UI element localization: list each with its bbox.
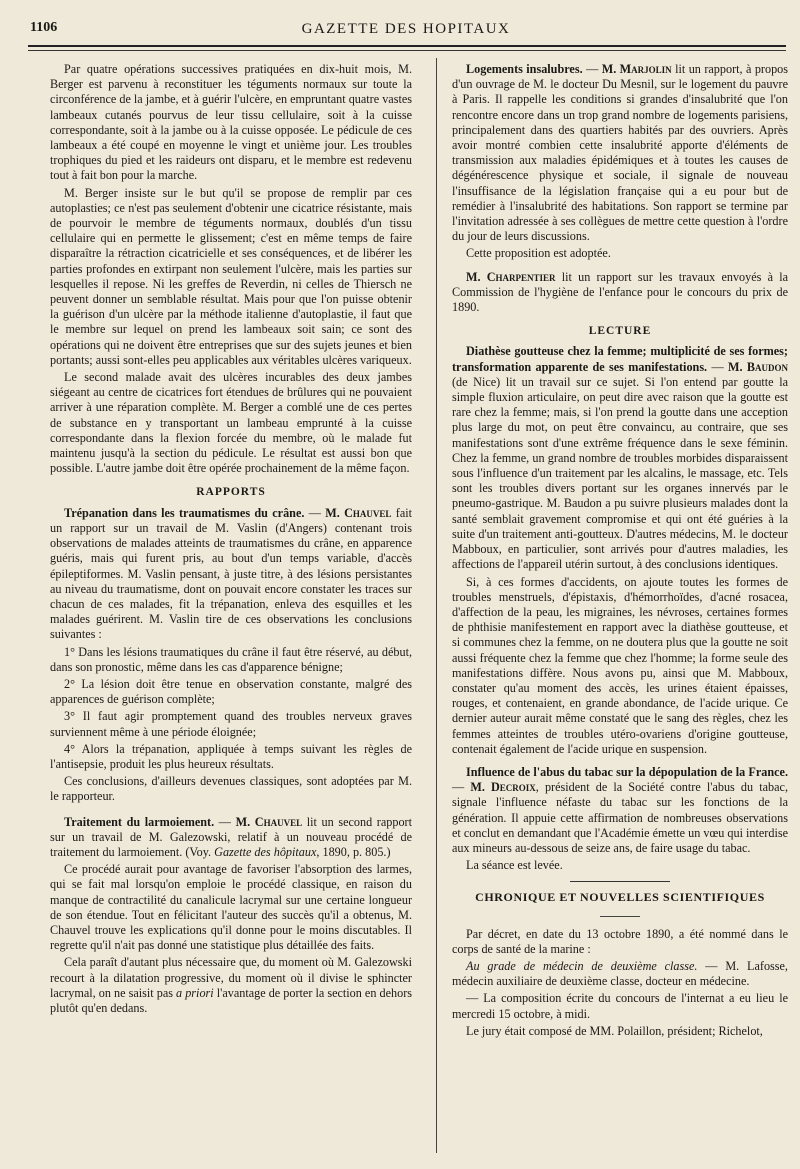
paragraph: Le jury était composé de MM. Polaillon, président; Richelot,: [466, 1023, 763, 1038]
paragraph: Si, à ces formes d'accidents, on ajoute toutes les formes de troubles menstruels, d'épistaxis, d'hémorrhoïdes, d'acné rosacea, d'affection de la peau, les migraines, les névroses, certaines formes de phthisie manifestement en rapport avec la diathèse goutteuse, et si communes chez la femme, on ne doutera plus que la goutte ne soit aussi fréquente chez la femme que chez l'homme; la forme seule des manifestations diffère. Nous avons pu, ainsi que M. Mabboux, constater qu'au moment des accès, les urines étaient épaisses, rouges, et contenaient, en grande abondance, de l'acide urique. Ce dernier auteur aurait même constaté que le sang des règles, chez les femmes atteintes de troubles utéro-ovariens d'origine goutteuse, contenait également de l'acide urique en suspension.: [452, 574, 788, 756]
paragraph: Cette proposition est adoptée.: [466, 246, 611, 261]
header-rule-thick: [28, 45, 786, 47]
section-separator: [570, 881, 670, 882]
paragraph: [452, 959, 788, 989]
article-goutte: [452, 344, 788, 572]
short-rule: [600, 916, 640, 917]
text: — M. Lafosse, médecin auxiliaire de deuxième classe, docteur en médecine.: [452, 958, 788, 989]
article-text: , 1890, p. 805.): [316, 844, 391, 859]
dash: —: [214, 814, 236, 829]
section-title-chronique: CHRONIQUE ET NOUVELLES SCIENTIFIQUES: [475, 890, 765, 905]
author-name: M. Charpentier: [466, 269, 556, 284]
conclusion-item: 2° La lésion doit être tenue en observation constante, malgré des apparences de guérison complète;: [50, 676, 412, 707]
article-logements: [452, 62, 788, 244]
conclusion-item: 4° Alors la trépanation, appliquée à temps suivant les règles de l'antisepsie, produit les plus heureux résultats.: [50, 741, 412, 771]
author-name: M. Decroix: [470, 780, 536, 795]
column-divider: [436, 58, 437, 1153]
section-title-lecture: LECTURE: [588, 325, 652, 338]
article-heading: Influence de l'abus du tabac sur la dépopulation de la France.: [466, 764, 788, 779]
author-name: M. Chauvel: [235, 814, 303, 829]
article-text: (de Nice) lit un travail sur ce sujet. Si l'on entend par goutte la simple fluxion articulaire, on peut dire avec raison que la goutte est rare chez la femme; mais, si l'on prend la goutte dans une acception plus large du mot, on peut être convaincu, au contraire, que ses manifestations sont d'une extrême fréquence dans le sexe féminin. Chez la femme, un grand nombre de troubles morbides disparaissent sous l'influence d'un traitement par les alcalins, le massage, etc. Tels sont les troubles divers portant sur les organes innervés par le pneumo-gastrique. M. Baudon a pu suivre plusieurs malades dont la santé semblait gravement compromise et qui ont été guéries à la suite d'un traitement anti-goutteux. D'autres médecins, M. le docteur Mabboux, en particulier, sont arrivés pour d'autres maladies, les affections de l'appareil utérin surtout, à des conclusions identiques.: [452, 374, 788, 572]
right-column: [452, 62, 788, 1041]
paragraph: Ces conclusions, d'ailleurs devenues classiques, sont adoptées par M. le rapporteur.: [50, 774, 412, 804]
paragraph: [50, 955, 412, 1016]
article-text: lit un second rapport sur un travail de M. Galezowski, relatif à un nouveau procédé de traitement du larmoiement. (Voy.: [50, 814, 412, 859]
article-text: lit un rapport, à propos d'un ouvrage de M. le docteur Du Mesnil, sur le logement du pauvre à Paris. Il rappelle les conditions si grandes d'insalubrité que l'on rencontre encore dans un trop grand nombre de logements parisiens, principalement dans des quartiers habités par des ouvriers. Après avoir montré combien cette insalubrité apporte d'éléments de transmission aux maladies épidémiques et à toutes les causes de dégénérescence physique et sociale, il signale de nouveau l'insuffisance de la législation française qui a eu pour but de remédier à l'insalubrité des habitations. Son rapport se termine par l'invitation adressée à ses collègues de mettre cette question à l'ordre du jour de leurs discussions.: [452, 62, 789, 244]
article-larmoiement: [50, 815, 412, 861]
author-name: M. Baudon: [727, 359, 788, 374]
conclusion-item: 1° Dans les lésions traumatiques du crâne il faut être réservé, au début, dans son pronostic, même dans les cas d'apparence bénigne;: [50, 644, 412, 674]
text: Cela paraît d'autant plus nécessaire que, du moment où M. Galezowski recourt à la dilatation progressive, du moment où il divise le sphincter lacrymal, on ne saisit pas: [50, 955, 412, 1000]
article-heading: Traitement du larmoiement.: [64, 814, 215, 829]
paragraph: Par décret, en date du 13 octobre 1890, a été nommé dans le corps de santé de la marine :: [452, 926, 788, 956]
paragraph: Par quatre opérations successives pratiquées en dix-huit mois, M. Berger est parvenu à reconstituer les téguments normaux sur toute la circonférence de la jambe, et à guérir l'ulcère, en empruntant quatre vastes lambeaux cutanés pourvus de leur tissu cellulaire, soit à la cuisse correspondante, soit à la jambe ou à la cuisse opposée. Le pédicule de ces lambeaux a été coupé en moyenne le vingt et unième jour. Les troubles trophiques du pied et les raideurs ont disparu, et le membre est redevenu tout à fait bon pour la marche.: [50, 62, 412, 183]
paragraph: Le second malade avait des ulcères incurables des deux jambes siégeant au centre de cicatrices fort étendues de brûlures qui ne pouvaient arriver à une réparation complète. M. Berger a comblé une de ces pertes de substance en y transportant un lambeau emprunté à la cuisse correspondante dans la flexion forcée du membre, où le malade fut maintenu jusqu'à la section du pédicule. Le résultat est aussi bon que possible. L'autre jambe doit être opérée prochainement de la même façon.: [50, 370, 412, 476]
article-text: fait un rapport sur un travail de M. Vaslin (d'Angers) contenant trois observations de malades atteints de traumatismes du crâne, en apparence guéris, mais qui furent pris, au bout d'un temps variable, d'accès épileptiformes. M. Vaslin pensant, à juste titre, à des lésions persistantes au niveau du traumatisme, dont on pouvait encore constater les traces sur chacun de ces malades, fit la trépanation, enleva des esquilles et les malades guérirent. M. Vaslin tire de ces observations les conclusions suivantes :: [50, 505, 412, 642]
paragraph: — La composition écrite du concours de l'internat a eu lieu le mercredi 15 octobre, à midi.: [452, 991, 788, 1021]
emphasis: Au grade de médecin de deuxième classe.: [466, 958, 698, 973]
author-name: M. Marjolin: [601, 62, 672, 76]
paragraph: Ce procédé aurait pour avantage de favoriser l'absorption des larmes, qui se fait mal lorsqu'on emploie le procédé classique, en raison du manque de contractilité du canalicule lacrymal sur une certaine longueur de son étendue. Tout en félicitant l'auteur des succès qu'il a obtenus, M. Chauvel trouve les explications qu'il donne pour le moins discutables. Il regrette qu'il n'ait pas donné une statistique plus détaillée des faits.: [50, 862, 412, 953]
running-title: GAZETTE DES HOPITAUX: [301, 21, 511, 37]
article-charpentier: [452, 270, 788, 316]
article-heading: Logements insalubres.: [466, 62, 583, 76]
dash: —: [452, 780, 471, 795]
text: l'avantage de porter la section en dehors plutôt qu'en dedans.: [50, 985, 412, 1015]
article-heading: Trépanation dans les traumatismes du crâne.: [64, 505, 305, 520]
author-name: M. Chauvel: [325, 505, 392, 520]
page-number: 1106: [30, 20, 58, 35]
citation: Gazette des hôpitaux: [214, 844, 317, 859]
header-rule-thin: [28, 50, 786, 51]
paragraph: La séance est levée.: [466, 858, 563, 873]
page-header: [28, 18, 784, 42]
paragraph: M. Berger insiste sur le but qu'il se propose de remplir par ces autoplasties; ce n'est pas seulement d'obtenir une cicatrice résistante, mais de pourvoir le membre de téguments normaux, doublés d'un tissu cellulaire qui en permette le glissement; c'est en même temps de faire disparaître la rétraction cicatricielle et ses conséquences, et de libérer les parties profondes en extirpant non seulement l'ulcère, mais les parties sur lesquelles il repose. Ni les greffes de Reverdin, ni celles de Thiersch ne peuvent donner un semblable résultat. Mais pour que l'on puisse obtenir la guérison d'un ulcère par la méthode italienne d'autoplastie, il faut que le membre sur lequel on prend les lambeaux soit sain; ce sont des opérations qui ne doivent être entreprises que sur des sujets jeunes et bien portants; aussi sont-elles peu applicables aux véritables ulcères variqueux.: [50, 185, 412, 367]
emphasis: a priori: [176, 985, 214, 1000]
section-title-rapports: RAPPORTS: [196, 486, 266, 499]
article-tabac: [452, 765, 788, 856]
dash: —: [304, 505, 326, 520]
left-column: [50, 62, 412, 1018]
conclusion-item: 3° Il faut agir promptement quand des troubles nerveux graves surviennent même à une période éloignée;: [50, 709, 412, 739]
dash: —: [582, 62, 602, 76]
dash: —: [707, 359, 728, 374]
article-heading: Diathèse goutteuse chez la femme; multiplicité de ses formes; transformation apparente de ses manifestations.: [452, 344, 788, 374]
article-trepanation: [50, 506, 412, 643]
article-text: lit un rapport sur les travaux envoyés à la Commission de l'hygiène de l'enfance pour le concours du prix de 1890.: [452, 269, 788, 315]
article-text: , président de la Société contre l'abus du tabac, signale l'influence néfaste du tabac sur les fonctions de la génération. Il appuie cette affirmation de nombreuses observations et conclut en demandant que l'Académie émette un vœu qui interdise aux mineurs au-dessous de seize ans, de faire usage du tabac.: [452, 780, 788, 855]
